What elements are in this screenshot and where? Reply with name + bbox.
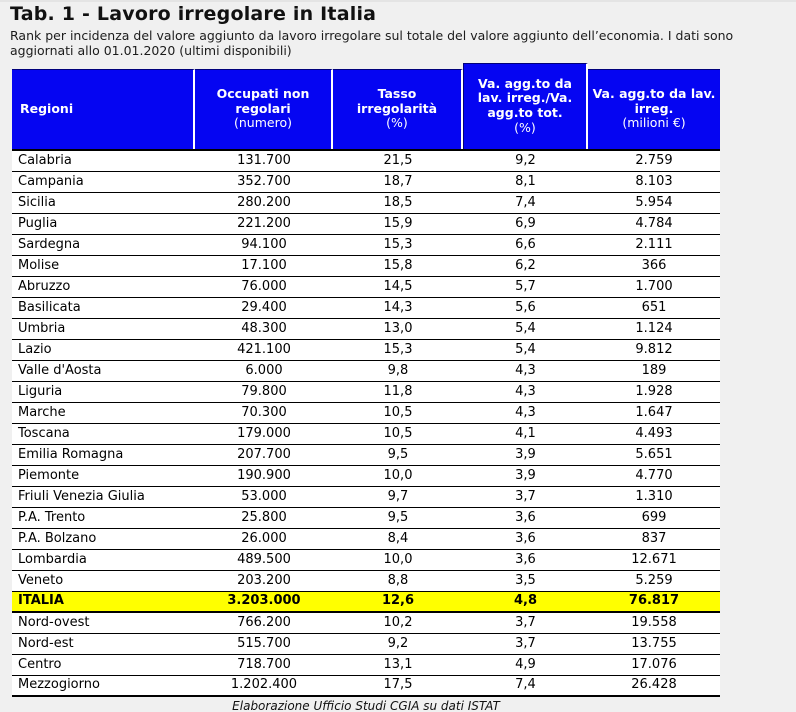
va-ratio-cell: 5,6 xyxy=(515,299,536,315)
table-row xyxy=(12,403,720,424)
va-mln-cell: 13.755 xyxy=(631,635,677,651)
va-mln-cell: 651 xyxy=(641,299,667,315)
column-label: Occupati non regolari xyxy=(216,85,310,116)
occupati-cell: 25.800 xyxy=(241,509,287,525)
occupati-cell: 203.200 xyxy=(237,572,291,588)
occupati-cell: 207.700 xyxy=(237,446,291,462)
occupati-cell: 3.203.000 xyxy=(227,593,301,608)
table-row xyxy=(12,151,720,172)
table-row xyxy=(12,172,720,193)
page-title: Tab. 1 - Lavoro irregolare in Italia xyxy=(10,3,377,25)
table-row xyxy=(12,571,720,592)
tasso-cell: 10,0 xyxy=(383,551,413,567)
table-body xyxy=(12,151,720,697)
region-cell: Mezzogiorno xyxy=(18,677,100,692)
region-cell: Sardegna xyxy=(18,236,81,252)
region-cell: Puglia xyxy=(18,215,58,231)
va-ratio-cell: 3,9 xyxy=(515,467,536,483)
va-mln-cell: 1.310 xyxy=(635,488,673,504)
region-cell: P.A. Trento xyxy=(18,509,86,525)
va-mln-cell: 2.111 xyxy=(635,236,673,252)
table-row xyxy=(12,424,720,445)
tasso-cell: 15,3 xyxy=(383,341,413,357)
table-row xyxy=(12,676,720,697)
occupati-cell: 53.000 xyxy=(241,488,287,504)
column-header-tasso xyxy=(333,69,463,149)
occupati-cell: 17.100 xyxy=(241,257,287,273)
region-cell: Veneto xyxy=(18,572,64,588)
table-row xyxy=(12,508,720,529)
tasso-cell: 10,2 xyxy=(383,614,413,630)
region-cell: Valle d'Aosta xyxy=(18,362,102,378)
tasso-cell: 9,5 xyxy=(387,446,409,462)
va-mln-cell: 2.759 xyxy=(635,152,673,168)
occupati-cell: 29.400 xyxy=(241,299,287,315)
va-mln-cell: 9.812 xyxy=(635,341,673,357)
va-mln-cell: 4.493 xyxy=(635,425,673,441)
va-mln-cell: 26.428 xyxy=(631,677,677,692)
column-sublabel: (milioni €) xyxy=(622,115,686,131)
occupati-cell: 179.000 xyxy=(237,425,291,441)
va-ratio-cell: 9,2 xyxy=(515,152,536,168)
table-row xyxy=(12,634,720,655)
column-header-va-aggto-ratio xyxy=(463,63,588,149)
va-mln-cell: 1.647 xyxy=(635,404,673,420)
column-label: Regioni xyxy=(20,100,74,116)
region-cell: Nord-ovest xyxy=(18,614,90,630)
va-mln-cell: 76.817 xyxy=(628,593,680,608)
table-header-row xyxy=(12,63,720,151)
va-ratio-cell: 7,4 xyxy=(515,677,536,692)
va-ratio-cell: 3,7 xyxy=(515,488,536,504)
va-ratio-cell: 3,6 xyxy=(515,509,536,525)
va-mln-cell: 4.770 xyxy=(635,467,673,483)
table-row xyxy=(12,319,720,340)
va-ratio-cell: 3,7 xyxy=(515,614,536,630)
va-mln-cell: 1.124 xyxy=(635,320,673,336)
va-ratio-cell: 5,4 xyxy=(515,320,536,336)
occupati-cell: 26.000 xyxy=(241,530,287,546)
va-mln-cell: 8.103 xyxy=(635,173,673,189)
region-cell: Umbria xyxy=(18,320,66,336)
table-row xyxy=(12,529,720,550)
va-ratio-cell: 3,7 xyxy=(515,635,536,651)
va-ratio-cell: 8,1 xyxy=(515,173,536,189)
tasso-cell: 9,7 xyxy=(387,488,409,504)
region-cell: Campania xyxy=(18,173,84,189)
va-mln-cell: 17.076 xyxy=(631,656,677,672)
tasso-cell: 10,0 xyxy=(383,467,413,483)
va-ratio-cell: 6,9 xyxy=(515,215,536,231)
tasso-cell: 15,3 xyxy=(383,236,413,252)
tasso-cell: 18,5 xyxy=(383,194,413,210)
occupati-cell: 718.700 xyxy=(237,656,291,672)
column-header-occupati xyxy=(195,69,333,149)
occupati-cell: 280.200 xyxy=(237,194,291,210)
column-label: Tasso irregolarità xyxy=(356,85,438,116)
table-row xyxy=(12,340,720,361)
column-header-va-aggto-mln xyxy=(588,69,720,149)
region-cell: Sicilia xyxy=(18,194,56,210)
va-ratio-cell: 4,3 xyxy=(515,362,536,378)
occupati-cell: 70.300 xyxy=(241,404,287,420)
occupati-cell: 352.700 xyxy=(237,173,291,189)
table-row xyxy=(12,193,720,214)
tasso-cell: 10,5 xyxy=(383,425,413,441)
table-row xyxy=(12,445,720,466)
region-cell: Centro xyxy=(18,656,62,672)
tasso-cell: 17,5 xyxy=(383,677,413,692)
occupati-cell: 6.000 xyxy=(245,362,283,378)
va-mln-cell: 1.928 xyxy=(635,383,673,399)
va-mln-cell: 1.700 xyxy=(635,278,673,294)
va-ratio-cell: 5,7 xyxy=(515,278,536,294)
region-cell: ITALIA xyxy=(18,593,64,608)
occupati-cell: 48.300 xyxy=(241,320,287,336)
va-ratio-cell: 3,6 xyxy=(515,530,536,546)
region-cell: Lazio xyxy=(18,341,52,357)
tasso-cell: 13,0 xyxy=(383,320,413,336)
va-mln-cell: 5.954 xyxy=(635,194,673,210)
column-sublabel: (%) xyxy=(386,115,408,131)
source-caption: Elaborazione Ufficio Studi CGIA su dati ISTAT xyxy=(232,698,500,712)
tasso-cell: 9,2 xyxy=(387,635,409,651)
va-mln-cell: 189 xyxy=(641,362,667,378)
column-sublabel: (%) xyxy=(514,119,536,135)
column-sublabel: (numero) xyxy=(234,115,292,131)
region-cell: Molise xyxy=(18,257,60,273)
occupati-cell: 515.700 xyxy=(237,635,291,651)
va-mln-cell: 5.651 xyxy=(635,446,673,462)
region-cell: Marche xyxy=(18,404,66,420)
tasso-cell: 21,5 xyxy=(383,152,413,168)
table-row xyxy=(12,466,720,487)
va-ratio-cell: 6,2 xyxy=(515,257,536,273)
table-row xyxy=(12,613,720,634)
va-mln-cell: 5.259 xyxy=(635,572,673,588)
region-cell: Calabria xyxy=(18,152,72,168)
table-row xyxy=(12,361,720,382)
region-cell: Abruzzo xyxy=(18,278,71,294)
va-ratio-cell: 4,3 xyxy=(515,404,536,420)
table-row xyxy=(12,382,720,403)
tasso-cell: 15,9 xyxy=(383,215,413,231)
occupati-cell: 131.700 xyxy=(237,152,291,168)
occupati-cell: 190.900 xyxy=(237,467,291,483)
region-cell: Lombardia xyxy=(18,551,87,567)
region-cell: Liguria xyxy=(18,383,63,399)
va-mln-cell: 19.558 xyxy=(631,614,677,630)
tasso-cell: 12,6 xyxy=(381,593,415,608)
table-row xyxy=(12,550,720,571)
va-ratio-cell: 7,4 xyxy=(515,194,536,210)
region-cell: Friuli Venezia Giulia xyxy=(18,488,145,504)
tasso-cell: 10,5 xyxy=(383,404,413,420)
region-cell: Basilicata xyxy=(18,299,81,315)
tasso-cell: 8,4 xyxy=(387,530,409,546)
va-ratio-cell: 4,9 xyxy=(515,656,536,672)
occupati-cell: 221.200 xyxy=(237,215,291,231)
regions-table xyxy=(12,63,720,697)
region-cell: P.A. Bolzano xyxy=(18,530,97,546)
occupati-cell: 421.100 xyxy=(237,341,291,357)
tasso-cell: 13,1 xyxy=(383,656,413,672)
occupati-cell: 1.202.400 xyxy=(230,677,298,692)
column-label: Va. agg.to da lav. irreg./Va. agg.to tot. xyxy=(477,75,573,120)
va-mln-cell: 699 xyxy=(641,509,667,525)
occupati-cell: 766.200 xyxy=(237,614,291,630)
va-ratio-cell: 4,1 xyxy=(515,425,536,441)
va-mln-cell: 4.784 xyxy=(635,215,673,231)
tasso-cell: 9,5 xyxy=(387,509,409,525)
tasso-cell: 11,8 xyxy=(383,383,413,399)
table-row xyxy=(12,214,720,235)
tasso-cell: 14,3 xyxy=(383,299,413,315)
tasso-cell: 18,7 xyxy=(383,173,413,189)
table-row xyxy=(12,298,720,319)
table-row xyxy=(12,487,720,508)
table-row xyxy=(12,277,720,298)
table-row xyxy=(12,592,720,613)
page-subtitle: Rank per incidenza del valore aggiunto da lavoro irregolare sul totale del valore aggiunto dell’economia. I dati sono aggiornati allo 01.01.2020 (ultimi disponibili) xyxy=(10,28,734,59)
column-label: Va. agg.to da lav. irreg. xyxy=(592,85,716,116)
table-row xyxy=(12,256,720,277)
tasso-cell: 8,8 xyxy=(387,572,409,588)
region-cell: Toscana xyxy=(18,425,70,441)
tasso-cell: 15,8 xyxy=(383,257,413,273)
va-ratio-cell: 3,5 xyxy=(515,572,536,588)
va-mln-cell: 366 xyxy=(641,257,667,273)
va-ratio-cell: 5,4 xyxy=(515,341,536,357)
va-mln-cell: 12.671 xyxy=(631,551,677,567)
region-cell: Piemonte xyxy=(18,467,80,483)
tasso-cell: 9,8 xyxy=(387,362,409,378)
va-ratio-cell: 4,8 xyxy=(513,593,538,608)
table-row xyxy=(12,235,720,256)
occupati-cell: 79.800 xyxy=(241,383,287,399)
va-ratio-cell: 3,9 xyxy=(515,446,536,462)
occupati-cell: 76.000 xyxy=(241,278,287,294)
va-mln-cell: 837 xyxy=(641,530,667,546)
table-row xyxy=(12,655,720,676)
va-ratio-cell: 3,6 xyxy=(515,551,536,567)
va-ratio-cell: 6,6 xyxy=(515,236,536,252)
region-cell: Nord-est xyxy=(18,635,74,651)
occupati-cell: 94.100 xyxy=(241,236,287,252)
column-header-regioni xyxy=(12,69,195,149)
tasso-cell: 14,5 xyxy=(383,278,413,294)
region-cell: Emilia Romagna xyxy=(18,446,124,462)
occupati-cell: 489.500 xyxy=(237,551,291,567)
va-ratio-cell: 4,3 xyxy=(515,383,536,399)
